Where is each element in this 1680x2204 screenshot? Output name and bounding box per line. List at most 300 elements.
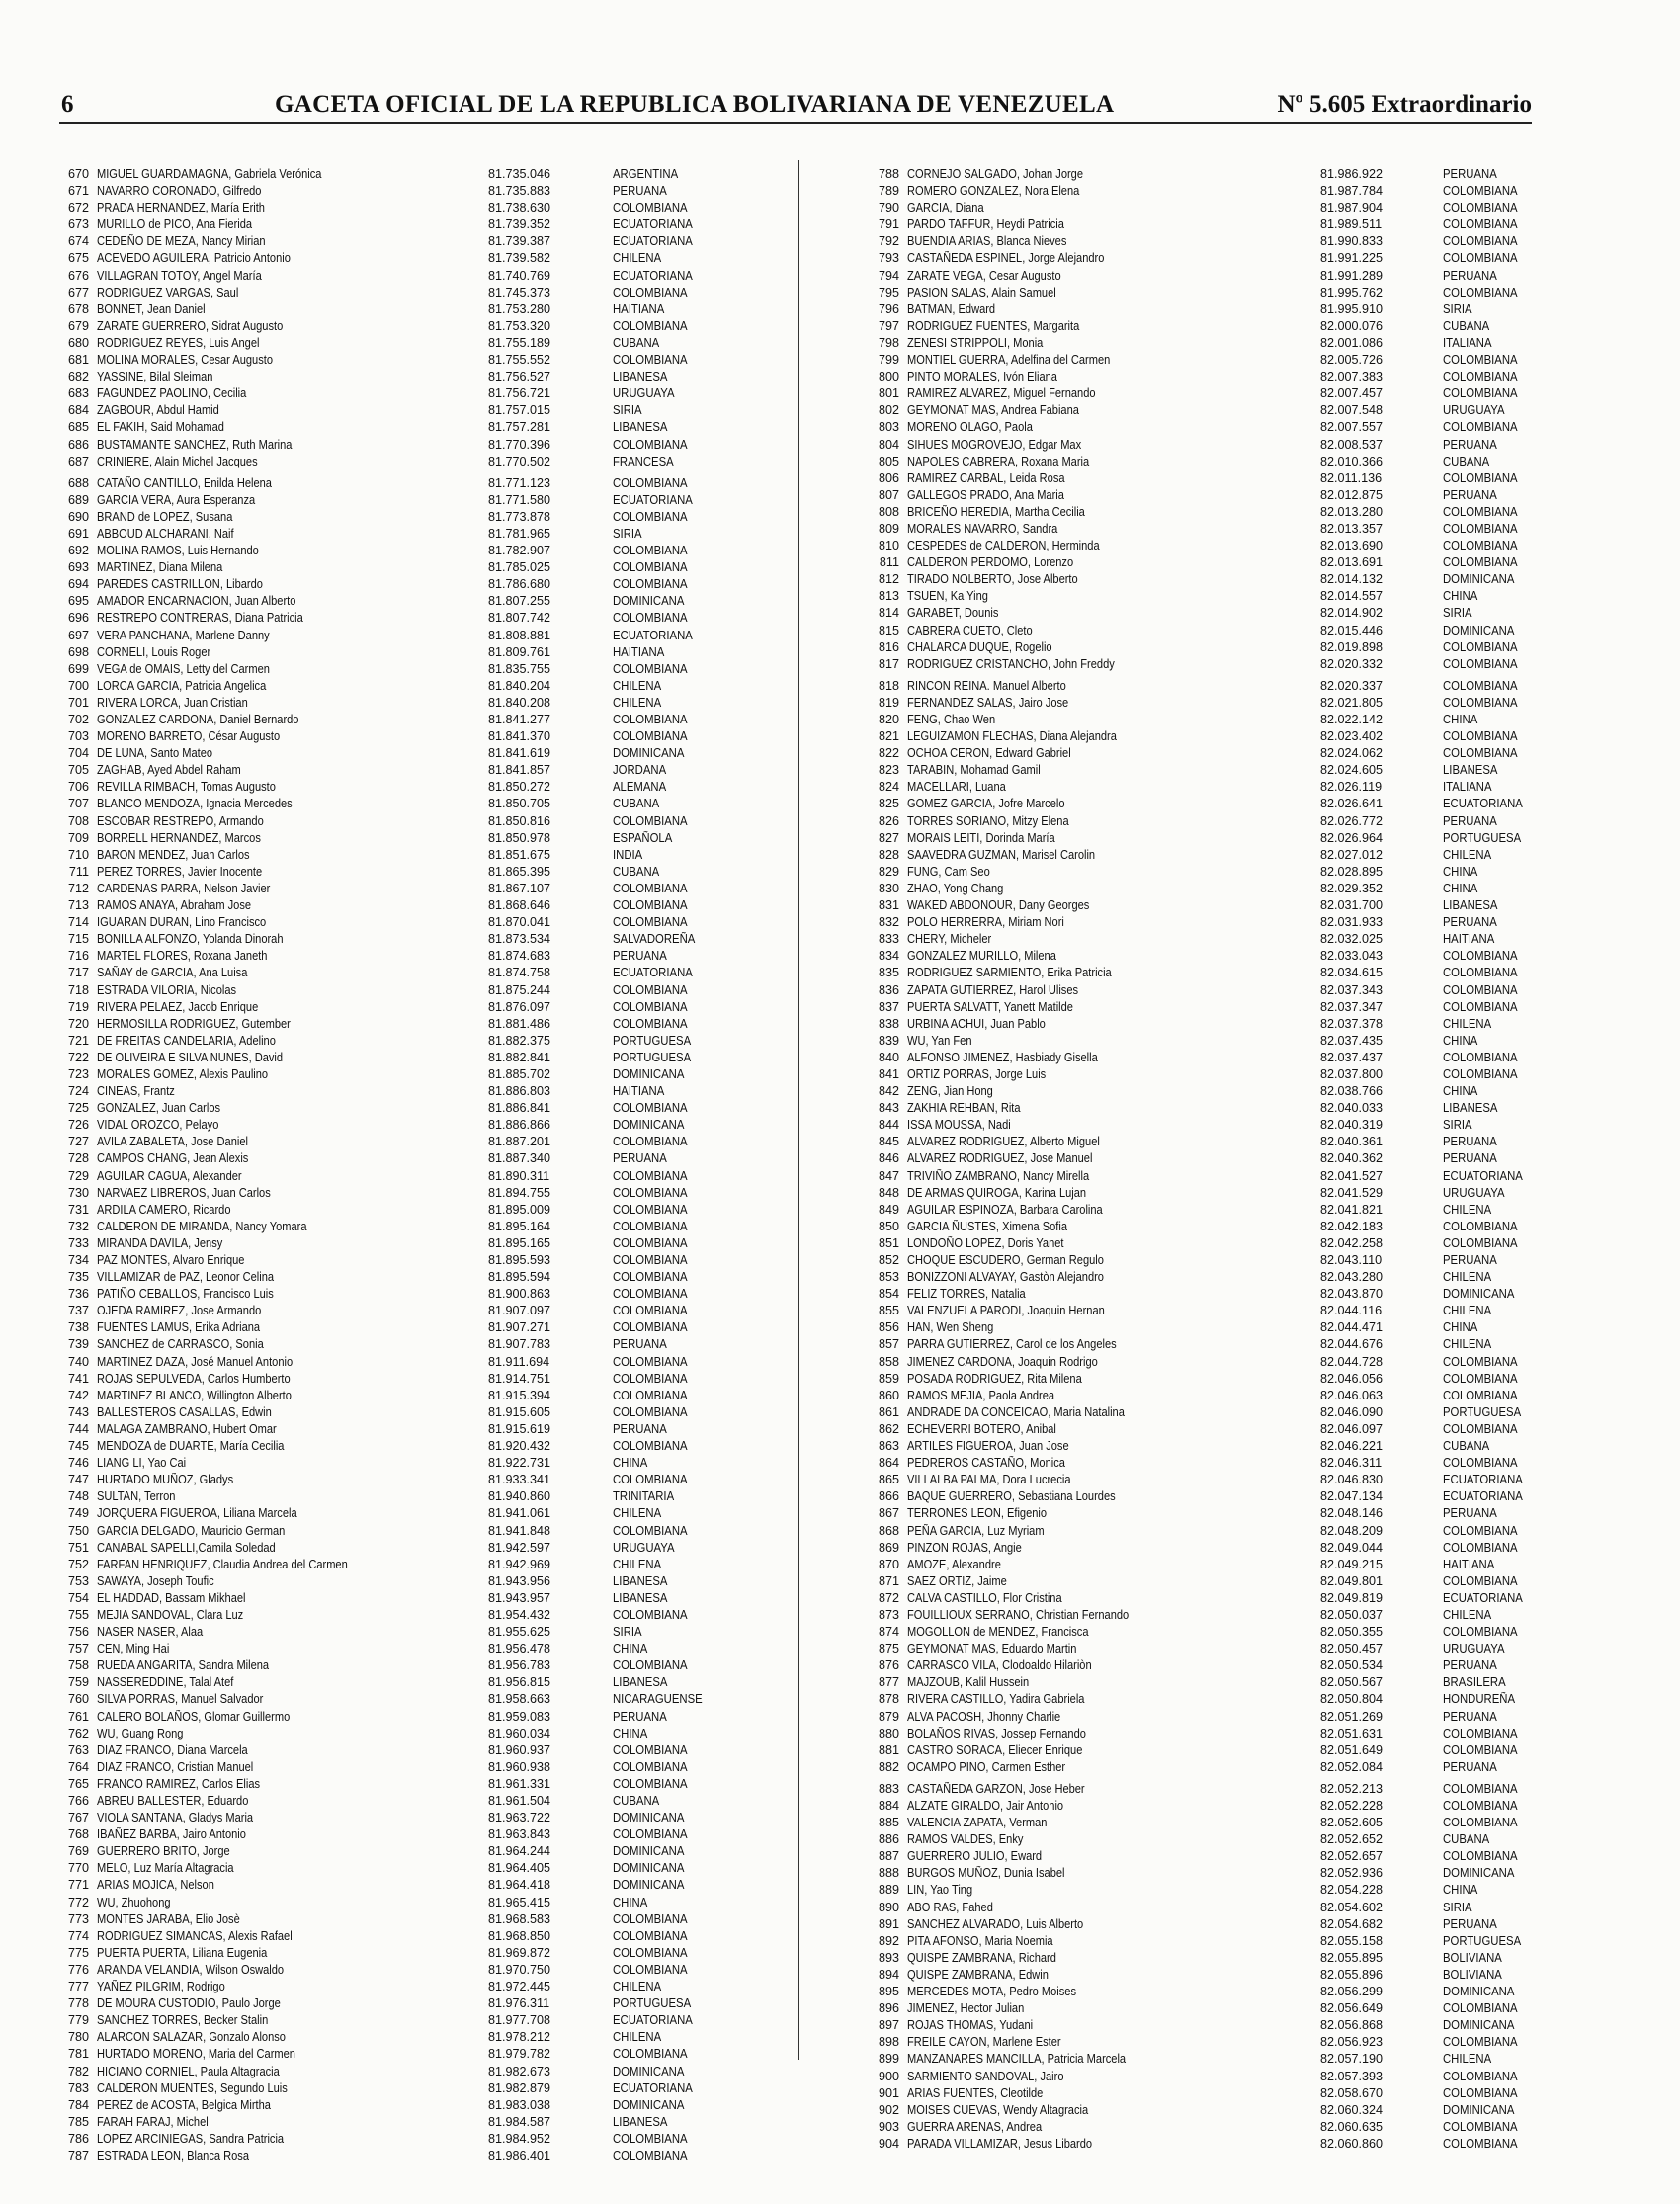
entry-number: 848 [878,1185,899,1200]
entry-name: PEDREROS CASTAÑO, Monica [907,1456,1065,1471]
entry-number: 811 [879,555,899,570]
entry-name: AVILA ZABALETA, Jose Daniel [97,1135,248,1149]
entry-id-number: 81.886.866 [488,1118,551,1133]
entry-number: 713 [67,898,89,913]
entry-name: TERRONES LEON, Efigenio [907,1506,1048,1521]
entry-name: BRAND de LOPEZ, Susana [97,509,233,524]
entry-id-number: 81.970.750 [488,1962,551,1977]
entry-name: PINZON ROJAS, Angie [907,1540,1022,1555]
entry-id-number: 82.037.347 [1320,999,1384,1014]
entry-name: RODRIGUEZ SARMIENTO, Erika Patricia [907,966,1112,980]
entry-id-number: 82.037.437 [1320,1050,1384,1064]
entry-id-number: 81.969.872 [488,1945,551,1960]
entry-number: 690 [67,509,89,524]
entry-number: 809 [878,521,899,536]
entry-name: GARCIA DELGADO, Mauricio German [97,1523,286,1538]
entry-number: 778 [67,1996,89,2011]
entry-id-number: 81.807.742 [488,611,551,626]
entry-number: 843 [878,1101,899,1116]
entry-number: 807 [878,487,899,502]
entry-name: HERMOSILLA RODRIGUEZ, Gutember [97,1016,291,1031]
entry-id-number: 81.989.511 [1320,217,1383,232]
entry-nationality: PORTUGUESA [613,1033,692,1048]
entry-number: 787 [67,2148,89,2162]
entry-id-number: 81.979.782 [488,2047,551,2062]
entry-number: 758 [67,1658,89,1673]
entry-name: EL HADDAD, Bassam Mikhael [97,1590,246,1605]
entry-id-number: 81.887.340 [488,1151,551,1166]
entry-number: 856 [878,1320,899,1335]
entry-id-number: 82.014.557 [1320,589,1384,604]
entry-nationality: COLOMBIANA [1443,504,1518,519]
entry-nationality: CHILENA [1443,847,1492,862]
entry-nationality: CHILENA [1443,1016,1492,1031]
entry-number: 783 [67,2080,89,2095]
entry-number: 673 [67,217,89,232]
entry-nationality: COLOMBIANA [1443,470,1518,485]
entry-number: 866 [878,1489,899,1504]
entry-nationality: PORTUGUESA [1443,1933,1522,1948]
entry-number: 746 [67,1456,89,1471]
entry-nationality: CUBANA [613,864,660,879]
entry-number: 795 [878,285,899,299]
entry-number: 860 [878,1388,899,1402]
entry-id-number: 81.756.527 [488,370,551,384]
entry-id-number: 82.005.726 [1320,353,1384,368]
entry-number: 792 [878,234,899,249]
entry-number: 874 [878,1625,899,1640]
entry-id-number: 82.049.044 [1320,1540,1384,1555]
entry-nationality: COLOMBIANA [1443,370,1518,384]
entry-name: QUISPE ZAMBRANA, Edwin [907,1967,1049,1982]
entry-number: 837 [878,999,899,1014]
entry-number: 777 [67,1980,89,1994]
entry-nationality: PERUANA [1443,1759,1497,1774]
entry-nationality: COLOMBIANA [613,1235,688,1250]
entry-nationality: CHILENA [1443,1304,1492,1318]
entry-id-number: 81.963.843 [488,1827,551,1842]
entry-name: WU, Zhuohong [97,1895,171,1909]
entry-number: 899 [878,2052,899,2067]
entry-number: 680 [67,335,89,350]
entry-number: 752 [67,1557,89,1571]
entry-number: 779 [67,2013,89,2028]
entry-id-number: 82.024.605 [1320,763,1384,778]
entry-number: 773 [67,1911,89,1926]
entry-id-number: 81.965.415 [488,1895,551,1909]
entry-name: FREILE CAYON, Marlene Ester [907,2035,1061,2050]
entry-id-number: 82.007.548 [1320,403,1384,418]
entry-number: 814 [878,606,899,621]
entry-nationality: COLOMBIANA [613,560,688,575]
entry-nationality: COLOMBIANA [1443,1050,1518,1064]
entry-id-number: 81.773.878 [488,509,551,524]
entry-id-number: 81.771.123 [488,475,551,490]
entry-id-number: 81.922.731 [488,1456,551,1471]
entry-name: JIMENEZ CARDONA, Joaquin Rodrigo [907,1354,1098,1369]
entry-number: 867 [878,1506,899,1521]
entry-number: 757 [67,1642,89,1656]
entry-nationality: COLOMBIANA [613,1185,688,1200]
entry-nationality: CUBANA [1443,1832,1490,1847]
entry-number: 723 [67,1066,89,1081]
entry-name: RIVERA LORCA, Juan Cristian [97,695,248,710]
entry-nationality: NICARAGUENSE [613,1692,703,1707]
entry-number: 850 [878,1219,899,1233]
entry-nationality: ESPAÑOLA [613,830,673,845]
entry-id-number: 81.907.783 [488,1337,551,1352]
entry-id-number: 82.044.471 [1320,1320,1384,1335]
entry-id-number: 81.850.816 [488,813,551,828]
entry-id-number: 82.040.361 [1320,1135,1384,1149]
entry-id-number: 82.049.819 [1320,1590,1384,1605]
entry-number: 738 [67,1320,89,1335]
entry-number: 675 [67,251,89,266]
entry-name: GARCIA ÑUSTES, Ximena Sofia [907,1219,1067,1233]
entry-id-number: 82.046.830 [1320,1473,1384,1487]
entry-id-number: 81.757.281 [488,420,551,435]
entry-nationality: SIRIA [1443,1900,1472,1914]
entry-name: ALFONSO JIMENEZ, Hasbiady Gisella [907,1050,1098,1064]
entry-number: 788 [878,167,899,181]
entry-id-number: 81.907.097 [488,1304,551,1318]
entry-nationality: COLOMBIANA [613,1658,688,1673]
entry-id-number: 82.041.527 [1320,1168,1384,1183]
entry-name: DE FREITAS CANDELARIA, Adelino [97,1033,276,1048]
entry-number: 897 [878,2018,899,2033]
entry-name: HURTADO MUÑOZ, Gladys [97,1473,234,1487]
entry-name: GONZALEZ MURILLO, Milena [907,949,1056,964]
entry-name: URBINA ACHUI, Juan Pablo [907,1016,1046,1031]
entry-id-number: 82.043.280 [1320,1270,1384,1285]
entry-number: 775 [67,1945,89,1960]
entry-id-number: 82.037.378 [1320,1016,1384,1031]
entry-name: CORNELI, Louis Roger [97,644,211,659]
entry-id-number: 82.051.269 [1320,1709,1384,1724]
entry-name: PAREDES CASTRILLON, Libardo [97,577,263,592]
entry-name: OCAMPO PINO, Carmen Esther [907,1759,1066,1774]
entry-name: CALERO BOLAÑOS, Glomar Guillermo [97,1709,291,1724]
entry-name: AMOZE, Alexandre [907,1557,1001,1571]
entry-number: 769 [67,1844,89,1859]
entry-number: 744 [67,1421,89,1436]
entry-id-number: 81.959.083 [488,1709,551,1724]
entry-name: BORRELL HERNANDEZ, Marcos [97,830,261,845]
entry-id-number: 82.014.902 [1320,606,1384,621]
entry-nationality: CHILENA [1443,1607,1492,1622]
entry-nationality: HAITIANA [613,1084,665,1099]
entry-name: WU, Yan Fen [907,1033,972,1048]
entry-name: ABREU BALLESTER, Eduardo [97,1794,249,1808]
entry-name: GONZALEZ, Juan Carlos [97,1101,221,1116]
entry-id-number: 82.020.337 [1320,678,1384,693]
entry-nationality: LIBANESA [613,370,668,384]
entry-number: 695 [67,594,89,609]
entry-number: 700 [67,678,89,693]
entry-id-number: 81.961.331 [488,1776,551,1791]
entry-id-number: 81.942.969 [488,1557,551,1571]
entry-nationality: CHILENA [1443,1337,1492,1352]
entry-number: 857 [878,1337,899,1352]
entry-id-number: 81.914.751 [488,1371,551,1386]
entry-name: CARDENAS PARRA, Nelson Javier [97,881,271,895]
entry-number: 767 [67,1811,89,1825]
entry-name: RIVERA CASTILLO, Yadira Gabriela [907,1692,1085,1707]
entry-number: 689 [67,492,89,507]
entry-name: ARDILA CAMERO, Ricardo [97,1202,231,1217]
entry-id-number: 82.054.602 [1320,1900,1384,1914]
entry-id-number: 81.755.552 [488,353,551,368]
entry-id-number: 81.978.212 [488,2030,551,2045]
entry-id-number: 81.738.630 [488,201,551,215]
entry-number: 836 [878,982,899,997]
entry-nationality: ECUATORIANA [613,2080,693,2095]
entry-number: 855 [878,1304,899,1318]
entry-id-number: 82.044.676 [1320,1337,1384,1352]
entry-name: MOISES CUEVAS, Wendy Altagracia [907,2102,1089,2117]
entry-nationality: CHILENA [613,1557,662,1571]
entry-nationality: CHINA [613,1642,648,1656]
entry-name: RAMIREZ ALVAREZ, Miguel Fernando [907,386,1096,401]
entry-number: 871 [878,1573,899,1588]
entry-name: SANCHEZ TORRES, Becker Stalin [97,2013,269,2028]
entry-nationality: HONDUREÑA [1443,1692,1516,1707]
entry-nationality: PORTUGUESA [1443,1404,1522,1419]
entry-id-number: 81.739.387 [488,234,551,249]
entry-nationality: ECUATORIANA [1443,1590,1523,1605]
header-rule [59,122,1532,124]
entry-id-number: 81.882.841 [488,1050,551,1064]
entry-id-number: 82.037.800 [1320,1066,1384,1081]
entry-id-number: 81.955.625 [488,1625,551,1640]
entry-id-number: 82.056.299 [1320,1985,1384,1999]
entry-number: 884 [878,1799,899,1813]
entry-id-number: 81.987.904 [1320,201,1384,215]
entry-id-number: 81.956.815 [488,1675,551,1690]
entry-nationality: COLOMBIANA [613,1320,688,1335]
entry-nationality: DOMINICANA [1443,2018,1515,2033]
entry-nationality: COLOMBIANA [1443,555,1518,570]
entry-number: 791 [878,217,899,232]
entry-id-number: 81.753.280 [488,301,551,316]
entry-nationality: COLOMBIANA [613,611,688,626]
entry-number: 699 [67,661,89,676]
entry-name: FARFAN HENRIQUEZ, Claudia Andrea del Carmen [97,1557,348,1571]
entry-number: 852 [878,1253,899,1267]
entry-id-number: 82.014.132 [1320,572,1384,587]
entry-id-number: 81.851.675 [488,847,551,862]
entry-number: 841 [878,1066,899,1081]
entry-number: 759 [67,1675,89,1690]
entry-id-number: 82.057.393 [1320,2069,1384,2083]
entry-name: QUISPE ZAMBRANA, Richard [907,1950,1056,1965]
entry-nationality: COLOMBIANA [613,1776,688,1791]
entry-nationality: ECUATORIANA [613,217,693,232]
entry-name: MENDOZA de DUARTE, María Cecilia [97,1439,285,1454]
entry-id-number: 81.740.769 [488,268,551,283]
entry-nationality: COLOMBIANA [613,1287,688,1302]
entry-name: VIOLA SANTANA, Gladys Maria [97,1811,254,1825]
entry-id-number: 82.046.221 [1320,1439,1384,1454]
entry-nationality: PERUANA [1443,915,1497,930]
entry-nationality: COLOMBIANA [613,201,688,215]
entry-number: 868 [878,1523,899,1538]
entry-number: 805 [878,454,899,468]
entry-name: MERCEDES MOTA, Pedro Moises [907,1985,1076,1999]
entry-name: SARMIENTO SANDOVAL, Jairo [907,2069,1064,2083]
entry-id-number: 81.942.597 [488,1540,551,1555]
entry-id-number: 81.895.165 [488,1235,551,1250]
entry-nationality: CUBANA [1443,318,1490,333]
entry-nationality: ECUATORIANA [1443,1473,1523,1487]
entry-number: 853 [878,1270,899,1285]
entry-id-number: 82.046.056 [1320,1371,1384,1386]
entry-number: 736 [67,1287,89,1302]
entry-name: MELO, Luz María Altagracia [97,1861,234,1876]
entry-nationality: COLOMBIANA [613,1911,688,1926]
entry-name: VEGA de OMAIS, Letty del Carmen [97,661,270,676]
entry-id-number: 81.785.025 [488,560,551,575]
entry-number: 694 [67,577,89,592]
entry-id-number: 81.874.758 [488,966,551,980]
entry-name: ALZATE GIRALDO, Jair Antonio [907,1799,1064,1813]
entry-number: 879 [878,1709,899,1724]
entry-name: GEYMONAT MAS, Andrea Fabiana [907,403,1079,418]
entry-nationality: DOMINICANA [613,2064,685,2078]
entry-name: SANCHEZ de CARRASCO, Sonia [97,1337,264,1352]
entry-name: ARIAS FUENTES, Cleotilde [907,2085,1044,2100]
entry-nationality: COLOMBIANA [1443,1388,1518,1402]
entry-name: LORCA GARCIA, Patricia Angelica [97,678,267,693]
entry-nationality: URUGUAYA [613,386,675,401]
entry-nationality: COLOMBIANA [613,1523,688,1538]
entry-name: HURTADO MORENO, Maria del Carmen [97,2047,295,2062]
entry-name: DIAZ FRANCO, Cristian Manuel [97,1759,254,1774]
entry-number: 900 [878,2069,899,2083]
entry-id-number: 82.050.534 [1320,1658,1384,1673]
entry-number: 784 [67,2097,89,2112]
entry-nationality: COLOMBIANA [1443,1742,1518,1757]
entry-name: SIHUES MOGROVEJO, Edgar Max [907,437,1082,452]
entry-number: 780 [67,2030,89,2045]
entry-name: MORENO OLAGO, Paola [907,420,1033,435]
entry-number: 770 [67,1861,89,1876]
entry-id-number: 81.915.394 [488,1388,551,1402]
entry-number: 816 [878,639,899,654]
entry-id-number: 81.907.271 [488,1320,551,1335]
entry-id-number: 82.001.086 [1320,335,1384,350]
entry-name: MALAGA ZAMBRANO, Hubert Omar [97,1421,277,1436]
entry-number: 742 [67,1388,89,1402]
entry-number: 790 [878,201,899,215]
entry-name: JORQUERA FIGUEROA, Liliana Marcela [97,1506,297,1521]
entry-nationality: COLOMBIANA [1443,2069,1518,2083]
entry-name: FELIZ TORRES, Natalia [907,1287,1026,1302]
entry-id-number: 81.895.009 [488,1202,551,1217]
entry-nationality: CHINA [613,1456,648,1471]
entry-id-number: 82.051.631 [1320,1726,1384,1740]
entry-name: PITA AFONSO, Maria Noemia [907,1933,1053,1948]
entry-number: 840 [878,1050,899,1064]
entry-nationality: CHILENA [613,251,662,266]
entry-name: SAWAYA, Joseph Toufic [97,1573,214,1588]
entry-name: CASTAÑEDA ESPINEL, Jorge Alejandro [907,251,1105,266]
entry-name: PARADA VILLAMIZAR, Jesus Libardo [907,2136,1093,2151]
entry-number: 861 [878,1404,899,1419]
entry-id-number: 81.982.879 [488,2080,551,2095]
entry-nationality: DOMINICANA [1443,1287,1515,1302]
entry-id-number: 82.015.446 [1320,623,1384,637]
entry-name: ZAGHAB, Ayed Abdel Raham [97,763,241,778]
entry-id-number: 82.051.649 [1320,1742,1384,1757]
entry-name: SAEZ ORTIZ, Jaime [907,1573,1007,1588]
entry-id-number: 82.056.923 [1320,2035,1384,2050]
entry-nationality: COLOMBIANA [1443,1235,1518,1250]
entry-number: 745 [67,1439,89,1454]
entry-number: 842 [878,1084,899,1099]
entry-nationality: PERUANA [1443,1658,1497,1673]
entry-nationality: DOMINICANA [1443,623,1515,637]
entry-id-number: 81.977.708 [488,2013,551,2028]
entry-nationality: DOMINICANA [1443,1866,1515,1881]
entry-name: HICIANO CORNIEL, Paula Altagracia [97,2064,280,2078]
entry-number: 834 [878,949,899,964]
entry-number: 890 [878,1900,899,1914]
entry-name: MARTINEZ BLANCO, Willington Alberto [97,1388,292,1402]
entry-number: 888 [878,1866,899,1881]
entry-number: 815 [878,623,899,637]
entry-name: ROJAS SEPULVEDA, Carlos Humberto [97,1371,291,1386]
entry-number: 682 [67,370,89,384]
entry-number: 702 [67,713,89,726]
entry-nationality: CHILENA [613,1980,662,1994]
entry-nationality: CHILENA [1443,1270,1492,1285]
entry-id-number: 82.060.860 [1320,2136,1384,2151]
entry-id-number: 82.054.682 [1320,1916,1384,1931]
entry-name: POLO HERRERRA, Miriam Nori [907,915,1064,930]
entry-name: DE ARMAS QUIROGA, Karina Lujan [907,1185,1087,1200]
entry-id-number: 82.050.457 [1320,1642,1384,1656]
entry-number: 747 [67,1473,89,1487]
gazette-title: GACETA OFICIAL DE LA REPUBLICA BOLIVARIANA DE VENEZUELA [275,91,1115,118]
entry-nationality: PERUANA [613,1709,667,1724]
entry-name: FENG, Chao Wen [907,713,996,726]
entry-id-number: 81.960.034 [488,1726,551,1740]
entry-id-number: 81.995.762 [1320,285,1384,299]
entry-number: 864 [878,1456,899,1471]
entry-nationality: CHINA [613,1726,648,1740]
entry-number: 796 [878,301,899,316]
entry-name: GEYMONAT MAS, Eduardo Martin [907,1642,1077,1656]
entry-name: RUEDA ANGARITA, Sandra Milena [97,1658,270,1673]
entry-id-number: 82.040.033 [1320,1101,1384,1116]
entry-name: WU, Guang Rong [97,1726,184,1740]
entry-number: 749 [67,1506,89,1521]
entry-name: ZENESI STRIPPOLI, Monia [907,335,1044,350]
entry-number: 678 [67,301,89,316]
entry-nationality: COLOMBIANA [1443,217,1518,232]
entry-nationality: DOMINICANA [613,1066,685,1081]
entry-name: RODRIGUEZ VARGAS, Saul [97,285,239,299]
entry-nationality: CHILENA [1443,2052,1492,2067]
entry-id-number: 82.038.766 [1320,1084,1384,1099]
entry-name: PINTO MORALES, Ivón Eliana [907,370,1057,384]
entry-nationality: COLOMBIANA [1443,1219,1518,1233]
entry-id-number: 81.735.883 [488,184,551,199]
entry-nationality: TRINITARIA [613,1489,675,1504]
entry-number: 875 [878,1642,899,1656]
entry-id-number: 81.941.061 [488,1506,551,1521]
